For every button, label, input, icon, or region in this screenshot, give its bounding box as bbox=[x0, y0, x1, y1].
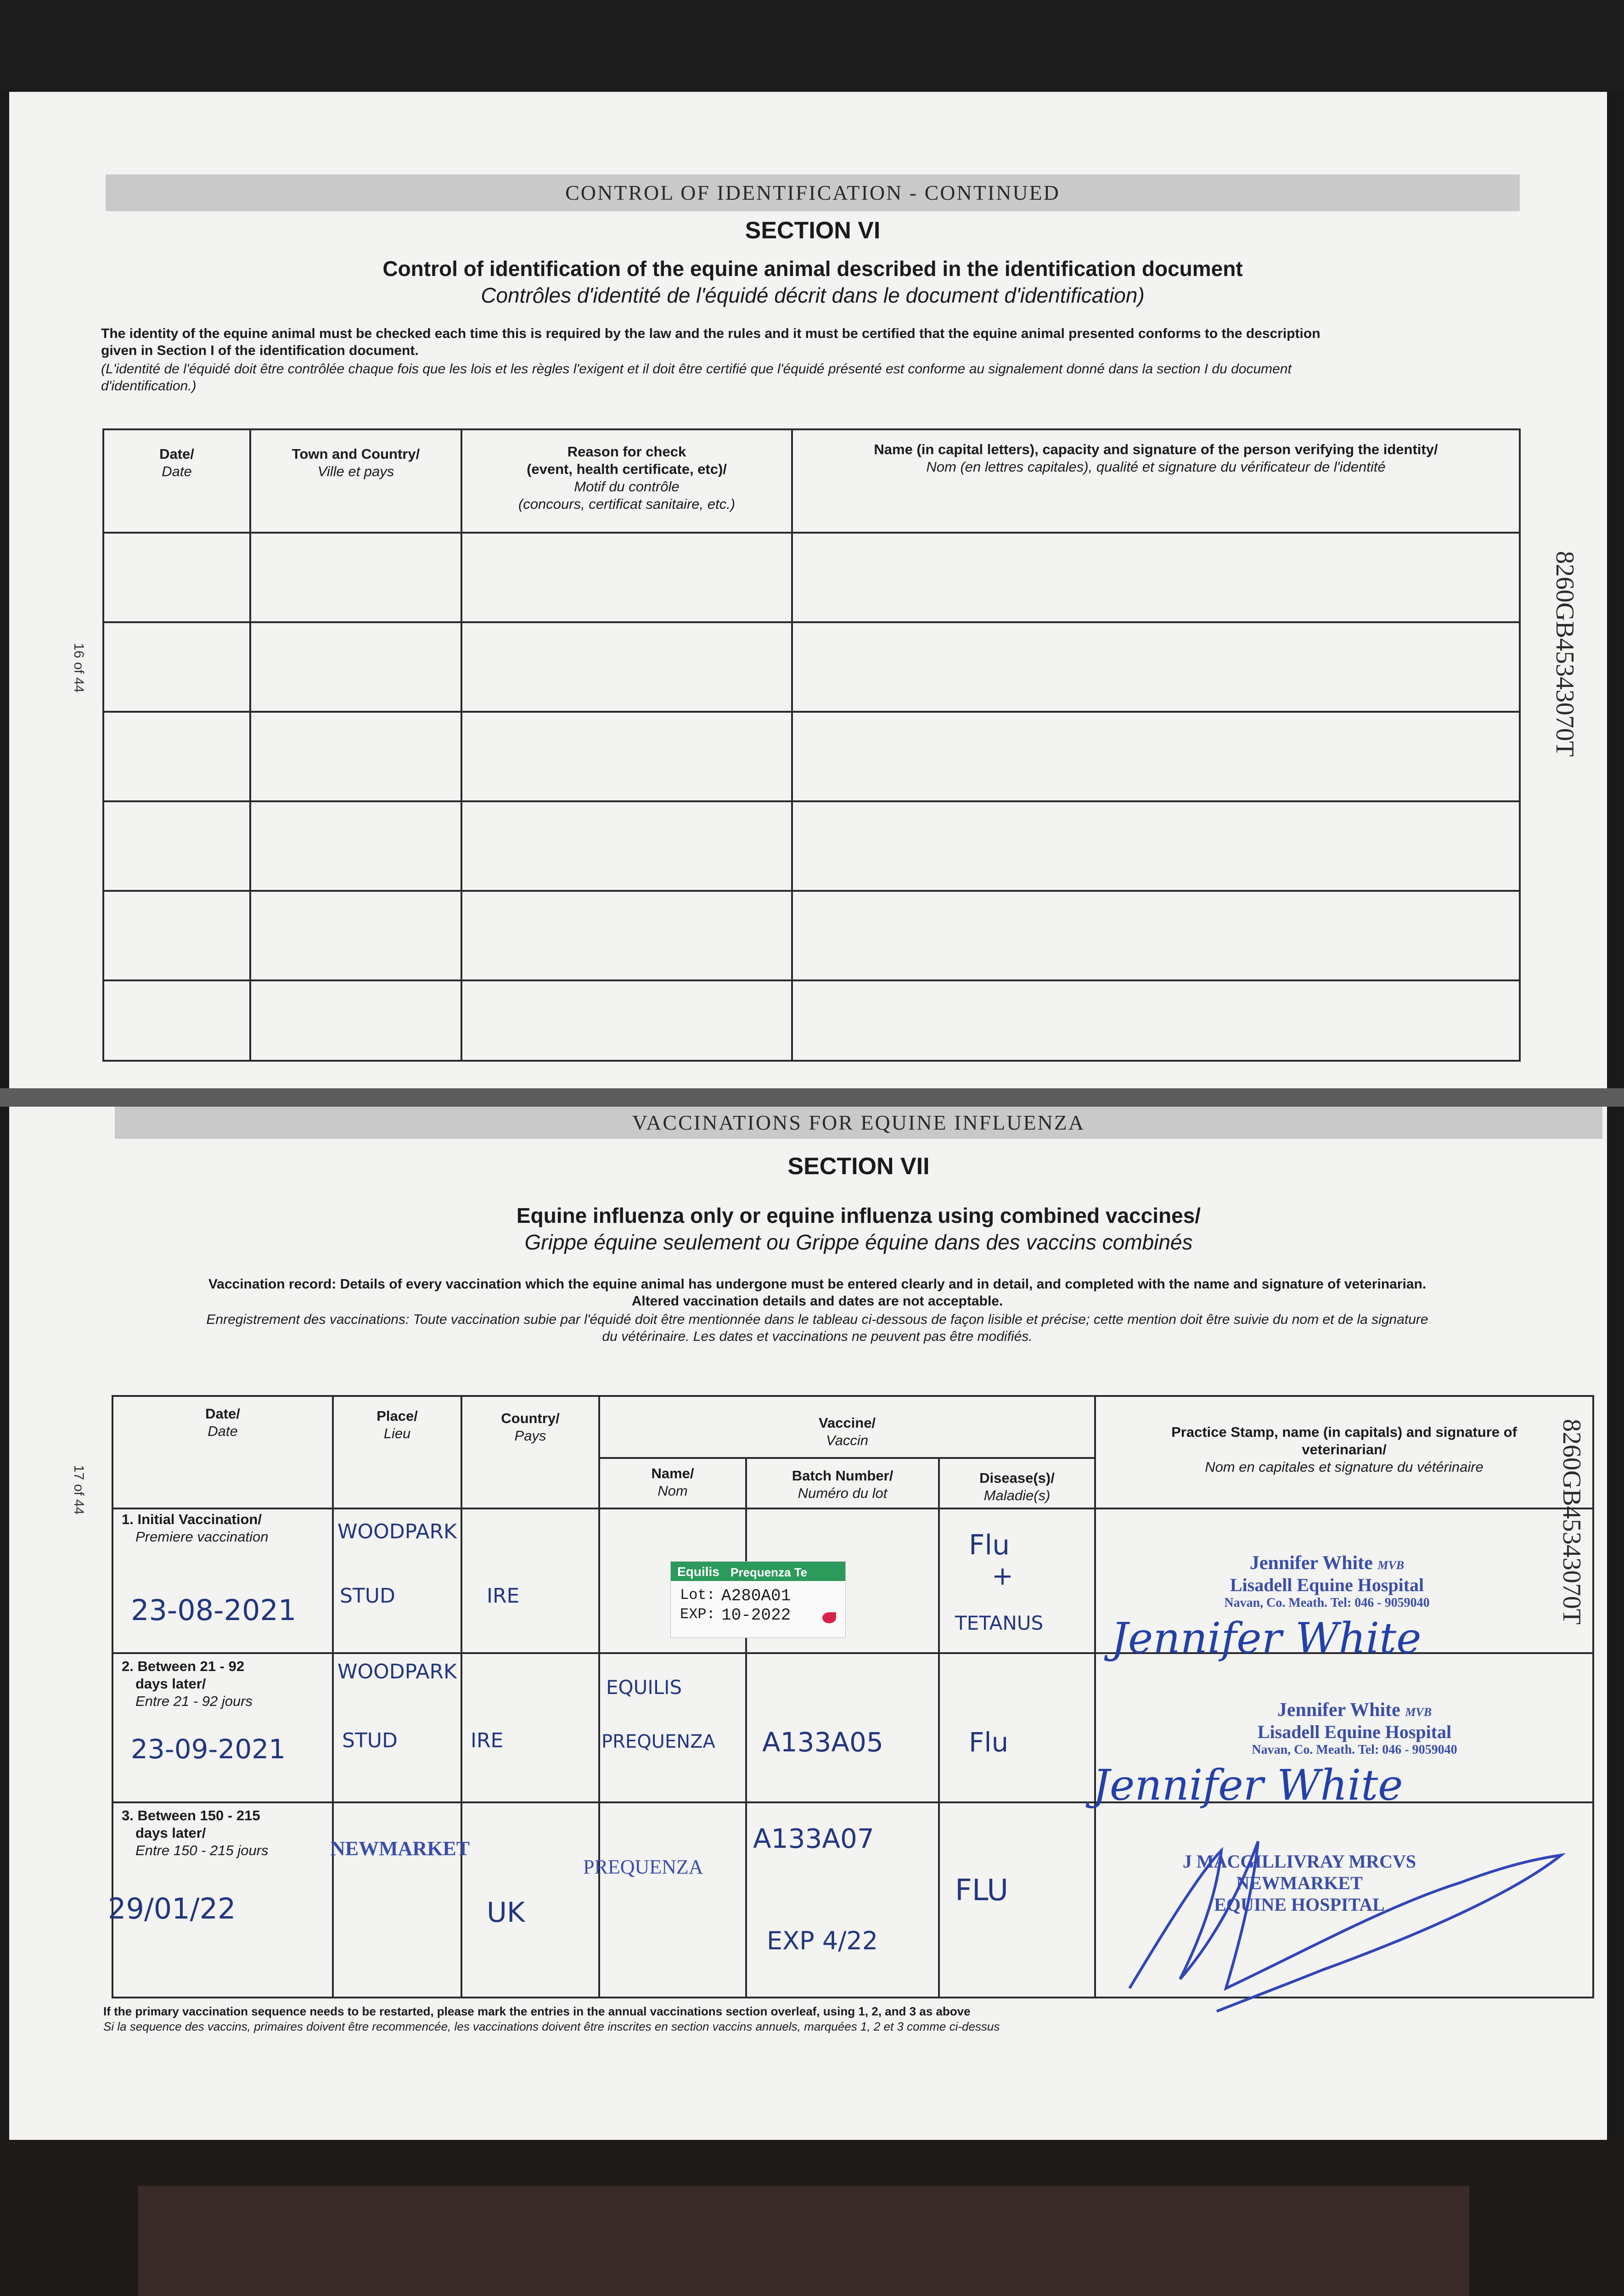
row2-date: 23-09-2021 bbox=[131, 1733, 286, 1765]
row3-batch-exp: EXP 4/22 bbox=[767, 1926, 878, 1955]
sticker-lot: A280A01 bbox=[721, 1587, 791, 1605]
row2-place-2: STUD bbox=[342, 1729, 398, 1752]
section6-table bbox=[9, 92, 1607, 1088]
section7-col-stamp: Practice Stamp, name (in capitals) and signature of veterinarian/ Nom en capitales et signature du vétérinaire bbox=[1171, 1424, 1517, 1475]
section6-intro-en-1: The identity of the equine animal must be checked each time this is required by the law and the rules and it must be certified that the equine animal presented conforms to the description bbox=[101, 326, 1321, 341]
row2-signature-text: Jennifer White bbox=[1093, 1761, 1403, 1810]
row3-signature bbox=[1102, 1805, 1607, 2025]
row2-vaccine-name-2: PREQUENZA bbox=[601, 1731, 715, 1752]
section7-intro-fr-1: Enregistrement des vaccinations: Toute vaccination subie par l'équidé doit être mentionnée dans le tableau ci-dessous de façon lisible et précise; cette mention doit être suivie du nom et de la signature bbox=[206, 1312, 1428, 1327]
row3-country: UK bbox=[487, 1896, 525, 1929]
section6-col-date: Date/ Date bbox=[159, 446, 194, 479]
section6-heading-en: Control of identification of the equine animal described in the identification document bbox=[382, 257, 1243, 281]
sticker-exp: 10-2022 bbox=[721, 1606, 791, 1625]
section6-document-number: 8260GB45343070T bbox=[1551, 551, 1579, 757]
section7-document-number: 8260GB45343070T bbox=[1557, 1419, 1586, 1625]
section7-heading-en: Equine influenza only or equine influenza using combined vaccines/ bbox=[516, 1204, 1201, 1227]
row2-batch: A133A05 bbox=[762, 1727, 883, 1758]
section7-intro-en-2: Altered vaccination details and dates are not acceptable. bbox=[631, 1294, 1003, 1309]
row1-vaccine-sticker bbox=[670, 1561, 846, 1638]
row3-label: 3. Between 150 - 215 days later/ Entre 150 - 215 jours bbox=[122, 1807, 269, 1858]
row1-signature-text: Jennifer White bbox=[1111, 1614, 1422, 1663]
row1-label: 1. Initial Vaccination/ Premiere vaccination bbox=[122, 1511, 269, 1545]
top-binding-edge bbox=[0, 0, 1624, 92]
row1-place-2: STUD bbox=[340, 1584, 395, 1608]
section7-footer-en: If the primary vaccination sequence needs to be restarted, please mark the entries in the annual vaccinations section overleaf, using 1, 2, and 3 as above bbox=[103, 2004, 971, 2018]
row1-signature bbox=[1102, 1616, 1561, 1676]
row2-label: 2. Between 21 - 92 days later/ Entre 21 - 92 jours bbox=[122, 1658, 253, 1709]
page-17 bbox=[9, 1107, 1607, 2140]
section6-col-reason: Reason for check (event, health certificate, etc)/ Motif du contrôle (concours, certificat sanitaire, etc.) bbox=[518, 444, 736, 512]
row3-disease: FLU bbox=[955, 1874, 1009, 1908]
section6-col-town: Town and Country/ Ville et pays bbox=[292, 446, 420, 479]
section7-label: SECTION VII bbox=[787, 1153, 930, 1180]
row3-place: NEWMARKET bbox=[331, 1837, 470, 1860]
section6-label: SECTION VI bbox=[745, 217, 881, 244]
section7-intro-fr-2: du vétérinaire. Les dates et vaccinations ne peuvent pas être modifiés. bbox=[602, 1329, 1033, 1344]
section6-col-name: Name (in capital letters), capacity and signature of the person verifying the identity/ Nom (en lettres capitales), qualité et signature du vérificateur de l'identité bbox=[874, 441, 1438, 475]
section7-col-vaccine: Vaccine/ Vaccin bbox=[818, 1415, 876, 1448]
row1-vet-stamp: Jennifer White MVB Lisadell Equine Hospital Navan, Co. Meath. Tel: 046 - 9059040 bbox=[1224, 1553, 1430, 1610]
section7-footer-fr: Si la sequence des vaccins, primaires doivent être recommencée, les vaccinations doivent être inscrites en section vaccins annuels, marquées 1, 2 et 3 comme ci-dessus bbox=[103, 2020, 1000, 2033]
binding-gutter bbox=[0, 1088, 1624, 1107]
sticker-exp-label: EXP: bbox=[680, 1606, 715, 1623]
row3-vaccine-name: PREQUENZA bbox=[583, 1856, 703, 1878]
bottom-surface bbox=[138, 2186, 1469, 2296]
row1-country: IRE bbox=[487, 1584, 520, 1608]
row1-disease-plus: + bbox=[992, 1561, 1013, 1591]
section7-col-date: Date/ Date bbox=[205, 1406, 240, 1439]
row1-place-1: WOODPARK bbox=[337, 1520, 457, 1543]
row2-disease: Flu bbox=[969, 1727, 1009, 1758]
section7-heading-fr: Grippe équine seulement ou Grippe équine dans des vaccins combinés bbox=[524, 1230, 1193, 1254]
section7-col-place: Place/ Lieu bbox=[376, 1408, 418, 1441]
row2-vet-stamp: Jennifer White MVB Lisadell Equine Hospital Navan, Co. Meath. Tel: 046 - 9059040 bbox=[1252, 1699, 1457, 1757]
row1-date: 23-08-2021 bbox=[131, 1593, 297, 1627]
sticker-red-mark bbox=[822, 1612, 836, 1623]
row3-batch: A133A07 bbox=[753, 1823, 874, 1854]
page-16 bbox=[9, 92, 1607, 1088]
section7-intro-en-1: Vaccination record: Details of every vaccination which the equine animal has undergone must be entered clearly and in detail, and completed with the name and signature of veterinarian. bbox=[208, 1277, 1427, 1292]
row2-country: IRE bbox=[471, 1729, 504, 1752]
section6-page-number: 16 of 44 bbox=[71, 643, 86, 693]
section6-intro-fr-1: (L'identité de l'équidé doit être contrôlée chaque fois que les lois et les règles l'exigent et il doit être certifié que l'équidé présenté est conforme au signalement donné dans la section I du document bbox=[101, 361, 1292, 377]
section7-col-disease: Disease(s)/ Maladie(s) bbox=[979, 1470, 1055, 1503]
row1-disease-1: Flu bbox=[969, 1529, 1010, 1561]
section7-col-batch: Batch Number/ Numéro du lot bbox=[792, 1468, 893, 1501]
section6-intro-fr-2: d'identification.) bbox=[101, 378, 197, 394]
sticker-product: Prequenza Te bbox=[731, 1565, 808, 1579]
row3-vet-stamp: J MACGILLIVRAY MRCVS NEWMARKET EQUINE HOSPITAL bbox=[1182, 1851, 1416, 1915]
row2-place-1: WOODPARK bbox=[337, 1660, 457, 1683]
section6-band-title: CONTROL OF IDENTIFICATION - CONTINUED bbox=[565, 181, 1060, 204]
row1-disease-2: TETANUS bbox=[955, 1612, 1044, 1634]
section6-intro-en-2: given in Section I of the identification document. bbox=[101, 343, 419, 358]
section7-col-name: Name/ Nom bbox=[651, 1465, 694, 1499]
section7-page-number: 17 of 44 bbox=[71, 1465, 86, 1515]
section6-heading-fr: Contrôles d'identité de l'équidé décrit dans le document d'identification) bbox=[481, 283, 1145, 307]
section7-col-country: Country/ Pays bbox=[501, 1410, 560, 1444]
section7-band-title: VACCINATIONS FOR EQUINE INFLUENZA bbox=[632, 1111, 1085, 1134]
row3-date: 29/01/22 bbox=[108, 1892, 236, 1925]
sticker-lot-label: Lot: bbox=[680, 1587, 715, 1604]
row2-vaccine-name-1: EQUILIS bbox=[606, 1676, 682, 1699]
sticker-brand: Equilis bbox=[677, 1564, 719, 1579]
